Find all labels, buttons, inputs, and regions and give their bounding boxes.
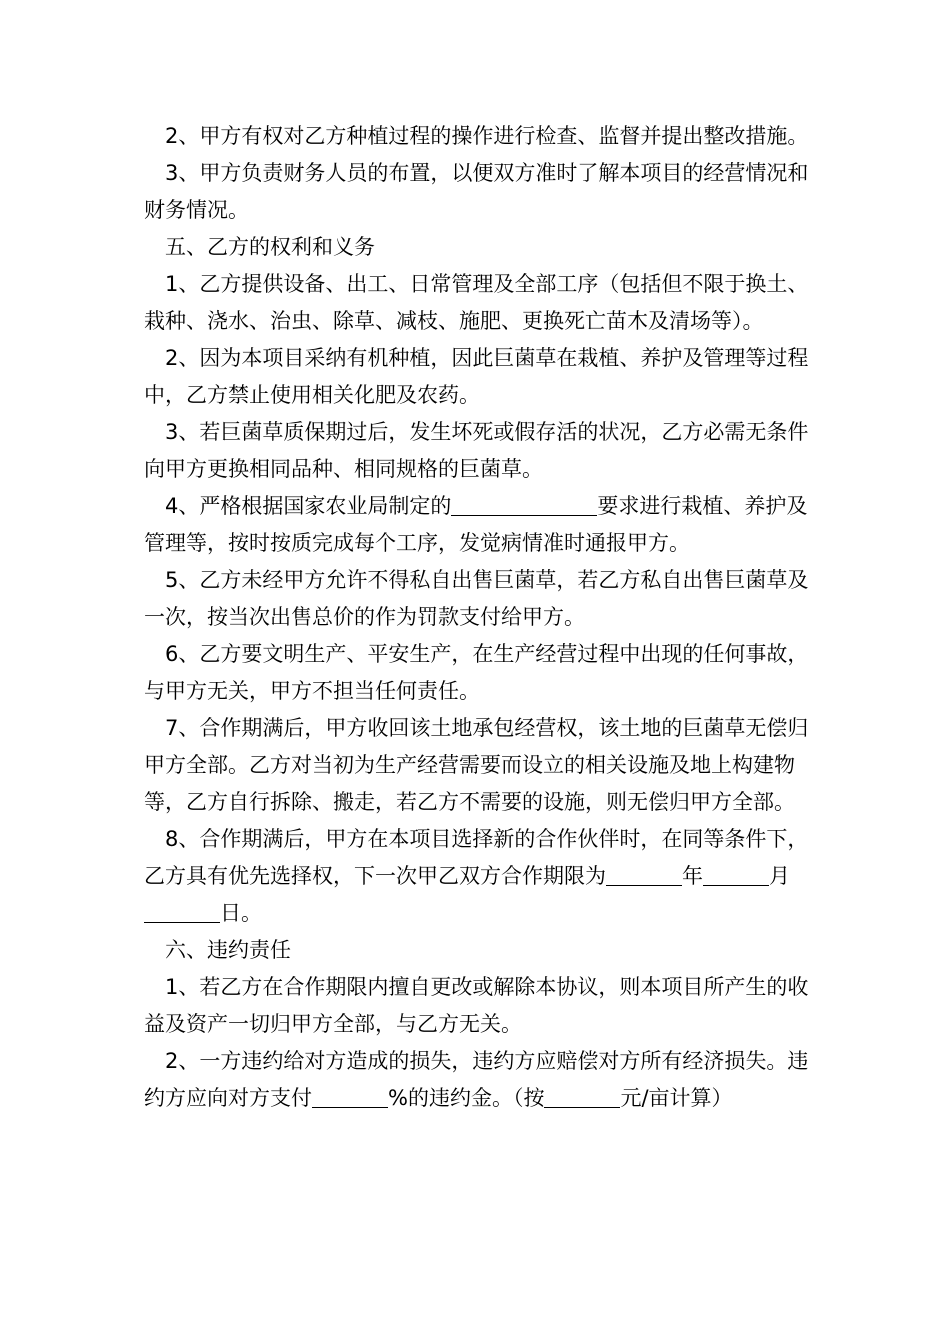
paragraph-text: 3、甲方负责财务人员的布置，以便双方准时了解本项目的经营情况和财务情况。 xyxy=(144,161,809,222)
year-label: 年 xyxy=(682,864,703,888)
standard-name-blank[interactable] xyxy=(451,493,597,516)
paragraph-text: 1、乙方提供设备、出工、日常管理及全部工序（包括但不限于换土、栽种、浇水、治虫、除草、减枝、施肥、更换死亡苗木及清场等）。 xyxy=(144,272,809,333)
paragraph-text: 元/亩计算） xyxy=(620,1086,733,1110)
paragraph-text: 6、乙方要文明生产、平安生产，在生产经营过程中出现的任何事故，与甲方无关，甲方不担当任何责任。 xyxy=(144,642,809,703)
paragraph-text: %的违约金。（按 xyxy=(388,1086,545,1110)
paragraph-5-4 xyxy=(144,488,810,562)
year-blank[interactable] xyxy=(606,863,682,886)
paragraph-text: 5、乙方未经甲方允许不得私自出售巨菌草，若乙方私自出售巨菌草及一次，按当次出售总价的作为罚款支付给甲方。 xyxy=(144,568,809,629)
price-per-mu-blank[interactable] xyxy=(544,1085,620,1108)
penalty-percent-blank[interactable] xyxy=(312,1085,388,1108)
paragraph-5-6 xyxy=(144,636,810,710)
day-label: 日。 xyxy=(220,901,262,925)
month-blank-part1[interactable] xyxy=(703,863,729,886)
day-blank[interactable] xyxy=(144,900,220,923)
section-heading-5 xyxy=(144,229,810,266)
month-blank-part2[interactable] xyxy=(729,863,769,886)
paragraph-5-3 xyxy=(144,414,810,488)
paragraph-5-8 xyxy=(144,821,810,932)
paragraph-text: 2、因为本项目采纳有机种植，因此巨菌草在栽植、养护及管理等过程中，乙方禁止使用相关化肥及农药。 xyxy=(144,346,809,407)
document-body xyxy=(144,118,810,1117)
section-heading-text: 六、违约责任 xyxy=(165,938,291,962)
paragraph-text: 违约方应向对方支付 xyxy=(144,1049,809,1110)
paragraph-5-2 xyxy=(144,340,810,414)
paragraph-text: 2、甲方有权对乙方种植过程的操作进行检查、监督并提出整改措施。 xyxy=(165,124,809,148)
paragraph-5-5 xyxy=(144,562,810,636)
paragraph-text: 7、合作期满后，甲方收回该土地承包经营权，该土地的巨菌草无偿归甲方全部。乙方对当初为生产经营需要而设立的相关设施及地上构建物等，乙方自行拆除、搬走，若乙方不需要的设施，则无偿归甲方全部。 xyxy=(144,716,809,814)
paragraph-text: 8、合作期满后，甲方在本项目选择新的合作伙伴时，在同等条件下，乙方具有优先选择权，下一次甲乙双方合作期限为 xyxy=(144,827,809,888)
paragraph-text: 1、若乙方在合作期限内擅自更改或解除本协议，则本项目所产生的收益及资产一切归甲方全部，与乙方无关。 xyxy=(144,975,809,1036)
paragraph-5-1 xyxy=(144,266,810,340)
paragraph-text: 2、一方违约给对方造成的损失，违约方应赔偿对方所有经济损失。 xyxy=(165,1049,788,1073)
paragraph-text: 3、若巨菌草质保期过后，发生坏死或假存活的状况，乙方必需无条件向甲方更换相同品种、相同规格的巨菌草。 xyxy=(144,420,809,481)
paragraph-text: 4、严格根据国家农业局制定的 xyxy=(165,494,452,518)
month-label: 月 xyxy=(769,864,790,888)
section-heading-6 xyxy=(144,932,810,969)
paragraph-6-1 xyxy=(144,969,810,1043)
paragraph-4-2 xyxy=(144,118,810,155)
section-heading-text: 五、乙方的权利和义务 xyxy=(165,235,375,259)
paragraph-text: 要求进行栽植、养护及管理等，按时按质完成每个工序，发觉病情准时通报甲方。 xyxy=(144,494,808,555)
paragraph-4-3 xyxy=(144,155,810,229)
paragraph-6-2 xyxy=(144,1043,810,1117)
paragraph-5-7 xyxy=(144,710,810,821)
